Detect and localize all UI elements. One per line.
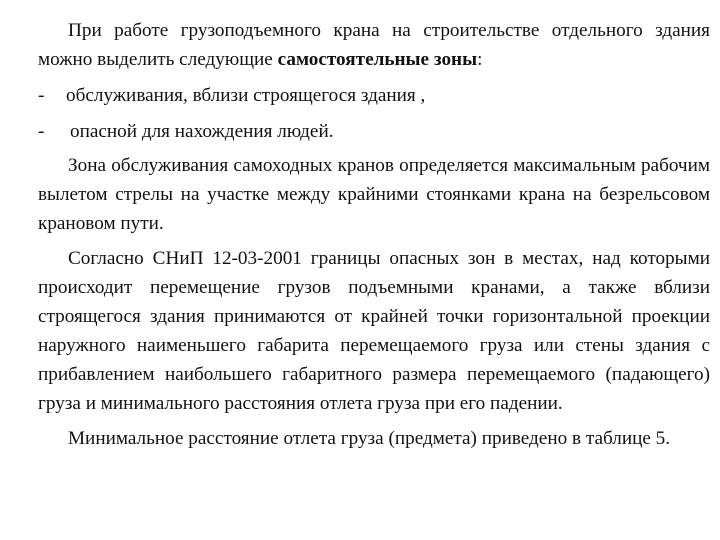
bullet-marker: -: [38, 121, 45, 142]
bullet-text: обслуживания, вблизи строящегося здания ,: [66, 85, 426, 106]
intro-colon: :: [477, 49, 483, 70]
service-zone-paragraph: Зона обслуживания самоходных кранов определяется максимальным рабочим вылетом стрелы на участке между крайними стоянками крана на безрельсовом крановом пути.: [38, 155, 710, 234]
table-reference-paragraph: Минимальное расстояние отлета груза (предмета) приведено в таблице 5.: [68, 428, 671, 449]
intro-paragraph: [38, 16, 710, 74]
bullet-item-service-zone: [38, 81, 710, 110]
bullet-marker: -: [38, 85, 45, 106]
snip-paragraph: Согласно СНиП 12-03-2001 границы опасных зон в местах, над которыми происходит перемещение грузов подъемными кранами, а также вблизи строящегося здания принимаются от крайней точки горизонтальной проекции наружного наименьшего габарита перемещаемого груза или стены здания с прибавлением наибольшего габаритного размера перемещаемого (падающего) груза и минимального расстояния отлета груза при его падении.: [38, 248, 710, 414]
bullet-text: опасной для нахождения людей.: [70, 121, 334, 142]
intro-bold-term: самостоятельные зоны: [277, 49, 478, 70]
document-body: [38, 16, 710, 453]
intro-text: При работе грузоподъемного крана на строительстве отдельного здания можно выделить следующие: [38, 20, 710, 70]
bullet-item-danger-zone: [38, 117, 710, 146]
